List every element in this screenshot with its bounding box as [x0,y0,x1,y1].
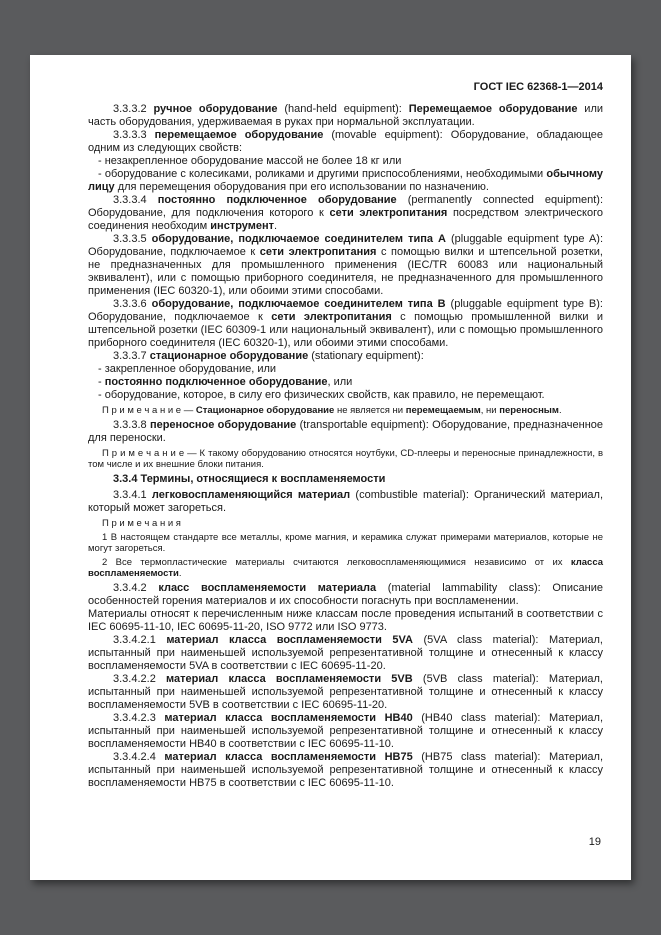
list-item [88,168,603,194]
paragraph [88,634,603,673]
text-run: . [178,568,182,579]
text-run: сети электропитания [259,246,377,258]
text-run: или часть оборудования, удерживаемая в руках при нормальной эксплуатации. [88,103,604,128]
text-run: (combustible material): Органический материал, который может загореться. [88,489,603,514]
text-run: 3.3.4.2 [113,582,159,594]
text-run: П р и м е ч а н и е — К такому оборудованию относятся ноутбуки, CD-плееры и переносные принадлежности, в том числе и их внешние блоки питания. [88,448,603,470]
text-run: (transportable equipment): Оборудование, предназначенное для переноски. [88,419,604,444]
paragraph [88,673,603,712]
paragraph [88,489,603,515]
text-run: 3.3.3.2 [113,103,154,115]
text-run: 3.3.4.2.1 [113,634,167,646]
paragraph [88,751,603,790]
note [88,448,603,470]
text-run: 1 В настоящем стандарте все металлы, кроме магния, и керамика служат примерами материалов, которые не могут загореться. [88,532,603,554]
document-page [30,55,631,880]
text-run: посредством электрического соединения необходим [88,207,603,232]
text-run: 3.3.3.3 [113,129,155,141]
text-run: 3.3.4.2.4 [113,751,165,763]
note [88,532,603,554]
text-run: не является ни [334,405,406,416]
text-run: - закрепленное оборудование, или [98,363,277,375]
text-run: (hand-held equipment): [277,103,409,115]
text-run: сети электропитания [329,207,448,219]
text-run: П р и м е ч а н и я [102,518,181,529]
text-run: 3.3.4.2.3 [113,712,165,724]
text-run: для перемещения оборудования при его использовании по назначению. [114,181,489,193]
list-item [88,363,603,376]
text-run: 3.3.3.7 [113,350,150,362]
paragraph [88,712,603,751]
text-run: 3.3.3.4 [113,194,158,206]
note [88,405,603,416]
text-run: 3.3.3.6 [113,298,152,310]
text-run: (permanently connected equipment): Оборудование, для подключения которого к [88,194,604,219]
text-run: - оборудование, которое, в силу его физических свойств, как правило, не перемещают. [98,389,545,401]
note [88,518,603,529]
text-run: - незакрепленное оборудование массой не более 18 кг или [98,155,402,167]
list-item [88,389,603,402]
list-item [88,155,603,168]
text-run: 3.3.3.5 [113,233,152,245]
text-run: материал класса воспламеняемости 5VB [166,673,413,685]
text-run: , ни [480,405,500,416]
text-run: - [98,376,105,388]
text-run: 3.3.4.1 [113,489,152,501]
text-run: материал класса воспламеняемости HB75 [164,751,413,763]
text-run: 3.3.4 Термины, относящиеся к воспламеняемости [113,473,386,485]
text-run: перемещаемое оборудование [154,129,324,141]
document-content [88,103,603,790]
text-run: переносное оборудование [149,419,297,431]
paragraph [88,233,603,298]
text-run: постоянно подключенное оборудование [104,376,328,388]
text-run: материал класса воспламеняемости HB40 [164,712,413,724]
text-run: Стационарное оборудование [195,405,335,416]
text-run: инструмент [210,220,275,232]
section-heading [88,473,603,486]
text-run: материал класса воспламеняемости 5VA [166,634,414,646]
text-run: (HB40 class material): Материал, испытанный при наименьшей используемой репрезентативной толщине и отнесенный к классу воспламеняемости HB40 в соответствии с IEC 60695-11-10. [88,712,603,750]
text-run: (5VB class material): Материал, испытанный при наименьшей используемой репрезентативной толщине и отнесенный к классу воспламеняемости 5VB в соответствии с IEC 60695-11-20. [88,673,603,711]
text-run: Перемещаемое оборудование [408,103,578,115]
text-run: . [558,405,562,416]
text-run: 3.3.3.8 [113,419,150,431]
page-header [88,81,603,93]
note [88,557,603,579]
text-run: (pluggable equipment type A): Оборудование, подключаемое к [88,233,604,258]
page-number: 19 [588,836,601,848]
text-run: 3.3.4.2.2 [113,673,167,685]
text-run: оборудование, подключаемое соединителем типа В [151,298,446,310]
text-run: перемещаемым [405,405,481,416]
text-run: (material lammability class): Описание особенностей горения материалов и их способности погаснуть при воспламенении. [88,582,603,607]
text-run: , или [327,376,353,388]
text-run: (pluggable equipment type B): Оборудование, подключаемое к [88,298,603,323]
paragraph [88,194,603,233]
text-run: с помощью вилки и штепсельной розетки, не предназначенных для промышленного применения (IEC/TR 60083 или национальный эквивалент), или с помощью приборного соединителя, не предназначенного для промышленного применения (IEC 60320-1), или обоими этими способами. [88,246,603,297]
text-run: класс воспламеняемости материала [158,582,377,594]
text-run: (movable equipment): Оборудование, обладающее одним из следующих свойств: [88,129,603,154]
paragraph [88,129,603,155]
text-run: оборудование, подключаемое соединителем типа А [151,233,446,245]
document-id: ГОСТ IEC 62368-1—2014 [473,81,603,93]
text-run: Материалы относят к перечисленным ниже классам после проведения испытаний в соответствии с IEC 60695-11-10, IEC 60695-11-20, ISO 9772 или ISO 9773. [88,608,603,633]
paragraph [88,350,603,363]
text-run: П р и м е ч а н и е — [102,405,196,416]
text-run: (HB75 class material): Материал, испытанный при наименьшей используемой репрезентативной толщине и отнесенный к классу воспламеняемости HB75 в соответствии с IEC 60695-11-10. [88,751,603,789]
text-run: обычному лицу [88,168,603,193]
text-run: с помощью промышленной вилки и штепсельной розетки (IEC 60309-1 или национальный эквивалент), или с помощью промышленного приборного соединителя (IEC 60320-1), или обоими этими способами. [88,311,604,349]
paragraph [88,608,603,634]
text-run: стационарное оборудование [149,350,309,362]
list-item [88,376,603,389]
text-run: - оборудование с колесиками, роликами и другими приспособлениями, необходимыми [98,168,547,180]
paragraph [88,103,603,129]
text-run: (stationary equipment): [308,350,424,362]
text-run: класса воспламеняемости [88,557,603,579]
text-run: . [274,220,278,232]
paragraph [88,419,603,445]
text-run: 2 Все термопластические материалы считаются легковоспламеняющимися независимо от их [102,557,571,568]
text-run: постоянно подключенное оборудование [157,194,397,206]
paragraph [88,582,603,608]
text-run: переносным [499,405,559,416]
text-run: (5VA class material): Материал, испытанный при наименьшей используемой репрезентативной толщине и отнесенный к классу воспламеняемости 5VA в соответствии с IEC 60695-11-20. [88,634,603,672]
paragraph [88,298,603,350]
text-run: ручное оборудование [153,103,278,115]
text-run: сети электропитания [271,311,392,323]
text-run: легковоспламеняющийся материал [151,489,351,501]
